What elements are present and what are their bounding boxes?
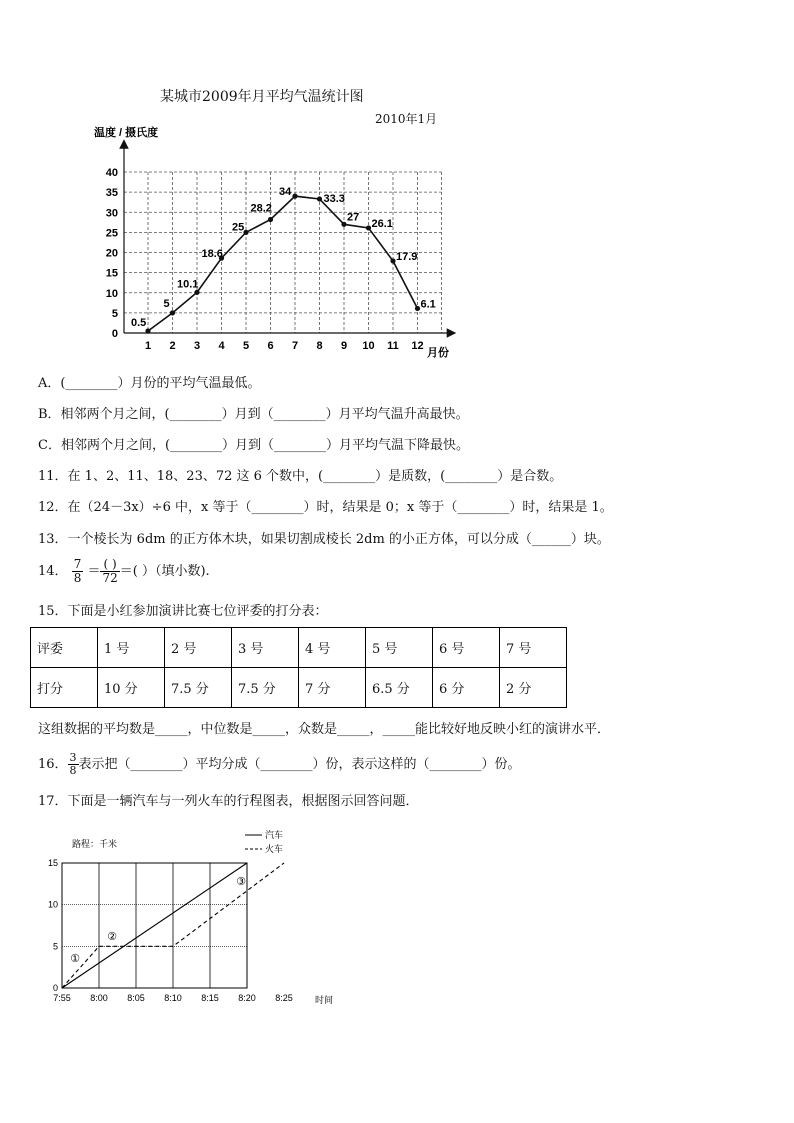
x-tick-label: 11 — [387, 340, 399, 352]
x-tick-label: 9 — [340, 340, 348, 352]
x-tick-label: 10 — [362, 340, 375, 352]
frac-num: 3 — [69, 751, 77, 764]
table-cell: 4 号 — [299, 628, 366, 668]
x-tick-label: 12 — [411, 340, 424, 352]
x-tick-label: 5 — [242, 340, 250, 352]
question-a: A．(________）月份的平均气温最低。 — [38, 376, 261, 391]
q16-text: 表示把（________）平均分成（________）份，表示这样的（________）份。 — [78, 757, 521, 772]
table-cell: 7 号 — [500, 628, 567, 668]
data-label: 28.2 — [250, 202, 272, 215]
chart1-title: 某城市2009年月平均气温统计图 — [160, 89, 364, 105]
table-cell: 打分 — [31, 668, 98, 708]
legend-car-label: 汽车 — [265, 830, 284, 840]
question-15: 15．下面是小红参加演讲比赛七位评委的打分表： — [38, 604, 328, 619]
data-point — [317, 196, 322, 201]
x-tick-label: 8:20 — [238, 993, 256, 1003]
frac-num: 7 — [73, 557, 82, 571]
table-cell: 1 号 — [98, 628, 165, 668]
data-label: 5 — [163, 297, 170, 310]
data-point — [170, 310, 175, 315]
circled-mark: ③ — [236, 876, 246, 888]
data-point — [341, 222, 346, 227]
question-14 — [38, 557, 210, 587]
travel-distance-chart — [40, 825, 360, 1015]
car-line — [62, 863, 247, 988]
chart2-ylabel: 路程：千米 — [72, 839, 118, 849]
fraction-7-8 — [72, 558, 84, 585]
x-tick-label: 2 — [169, 340, 176, 352]
x-tick-label: 8:00 — [90, 993, 108, 1003]
chart2-xlabel: 时间 — [315, 995, 334, 1005]
y-tick-label: 25 — [105, 227, 118, 240]
y-tick-label: 10 — [47, 899, 58, 910]
data-label: 25 — [232, 221, 245, 234]
chart1-date: 2010年1月 — [375, 112, 438, 126]
temperature-line — [148, 196, 418, 331]
y-tick-label: 15 — [47, 858, 58, 868]
data-label: 17.9 — [396, 250, 418, 263]
table-cell: 2 分 — [500, 668, 567, 708]
table-cell: 7.5 分 — [232, 668, 299, 708]
x-tick-label: 4 — [218, 340, 225, 352]
data-label: 27 — [347, 211, 360, 224]
frac-den: 8 — [73, 571, 82, 585]
q14-suffix: ＝( ）（填小数). — [119, 564, 210, 579]
frac-num: ( ) — [100, 558, 119, 572]
data-point — [194, 290, 199, 295]
y-tick-label: 0 — [111, 328, 118, 340]
data-label: 33.3 — [323, 192, 345, 205]
data-point — [415, 306, 420, 311]
table-cell: 3 号 — [232, 628, 299, 668]
y-tick-label: 20 — [105, 247, 118, 260]
table-cell: 6.5 分 — [366, 668, 433, 708]
question-11: 11．在 1、2、11、18、23、72 这 6 个数中，(________）是质数，(________）是合数。 — [38, 469, 563, 484]
question-c: C．相邻两个月之间，(________）月到（________）月平均气温下降最快。 — [38, 438, 470, 453]
y-tick-label: 30 — [105, 207, 118, 220]
data-label: 34 — [279, 186, 292, 199]
data-label: 6.1 — [420, 298, 436, 311]
question-16 — [38, 750, 521, 780]
x-tick-label: 1 — [144, 340, 152, 352]
y-tick-label: 5 — [111, 307, 118, 320]
x-tick-label: 7 — [291, 340, 299, 352]
x-tick-label: 8:05 — [127, 993, 145, 1003]
chart1-xlabel: 月份 — [427, 347, 449, 359]
table-cell: 7 分 — [299, 668, 366, 708]
q14-prefix: 14． — [38, 564, 68, 579]
chart1-axes — [124, 144, 452, 333]
table-row — [31, 628, 567, 668]
question-15-followup: 这组数据的平均数是_____，中位数是_____，众数是_____，_____能比较好地反映小红的演讲水平． — [38, 722, 611, 737]
circled-mark: ② — [107, 931, 117, 943]
chart1-tick-labels — [106, 167, 424, 352]
data-point — [390, 258, 395, 263]
temperature-line-chart — [80, 120, 480, 365]
fraction-blank-72 — [100, 558, 119, 585]
chart2-tick-labels — [48, 858, 293, 1003]
chart1-ylabel: 温度 / 摄氏度 — [94, 127, 159, 139]
question-17: 17．下面是一辆汽车与一列火车的行程图表，根据图示回答问题． — [38, 794, 419, 809]
question-13: 13．一个棱长为 6dm 的正方体木块，如果切割成棱长 2dm 的小正方体，可以分成（______）块。 — [38, 532, 610, 547]
table-cell: 7.5 分 — [165, 668, 232, 708]
data-point — [366, 225, 371, 230]
data-point — [292, 194, 297, 199]
table-row — [31, 668, 567, 708]
y-tick-label: 5 — [52, 941, 58, 952]
legend-train-label: 火车 — [265, 844, 284, 854]
q16-prefix: 16． — [38, 757, 68, 772]
y-tick-label: 0 — [52, 983, 58, 993]
score-table — [30, 627, 567, 708]
q14-eq: ＝ — [87, 564, 101, 579]
question-12: 12．在（24－3x）÷6 中，x 等于（________）时，结果是 0；x 等于（________）时，结果是 1。 — [38, 500, 613, 515]
table-cell: 评委 — [31, 628, 98, 668]
data-label: 0.5 — [131, 316, 147, 329]
x-tick-label: 8:25 — [275, 993, 293, 1003]
data-point — [145, 328, 150, 333]
data-label: 10.1 — [177, 278, 199, 291]
x-tick-label: 8 — [316, 340, 323, 352]
y-tick-label: 10 — [105, 287, 118, 300]
data-label: 26.1 — [371, 217, 393, 230]
chart1-series — [131, 186, 436, 333]
table-cell: 2 号 — [165, 628, 232, 668]
y-tick-label: 40 — [105, 167, 118, 179]
question-b: B．相邻两个月之间，(________）月到（________）月平均气温升高最快。 — [38, 407, 469, 422]
x-tick-label: 7:55 — [53, 993, 71, 1003]
data-point — [268, 217, 273, 222]
frac-den: 8 — [69, 764, 77, 777]
table-cell: 6 号 — [433, 628, 500, 668]
table-cell: 6 分 — [433, 668, 500, 708]
y-tick-label: 15 — [105, 267, 118, 280]
x-tick-label: 8:10 — [164, 993, 182, 1003]
frac-den: 72 — [102, 571, 118, 585]
circled-mark: ① — [70, 953, 80, 965]
y-tick-label: 35 — [105, 187, 118, 200]
table-cell: 10 分 — [98, 668, 165, 708]
x-tick-label: 3 — [193, 340, 201, 352]
x-tick-label: 6 — [267, 340, 274, 352]
table-cell: 5 号 — [366, 628, 433, 668]
data-label: 18.6 — [201, 248, 223, 261]
fraction-3-8 — [68, 752, 79, 777]
x-tick-label: 8:15 — [201, 993, 219, 1003]
chart2-annotations — [70, 876, 246, 965]
